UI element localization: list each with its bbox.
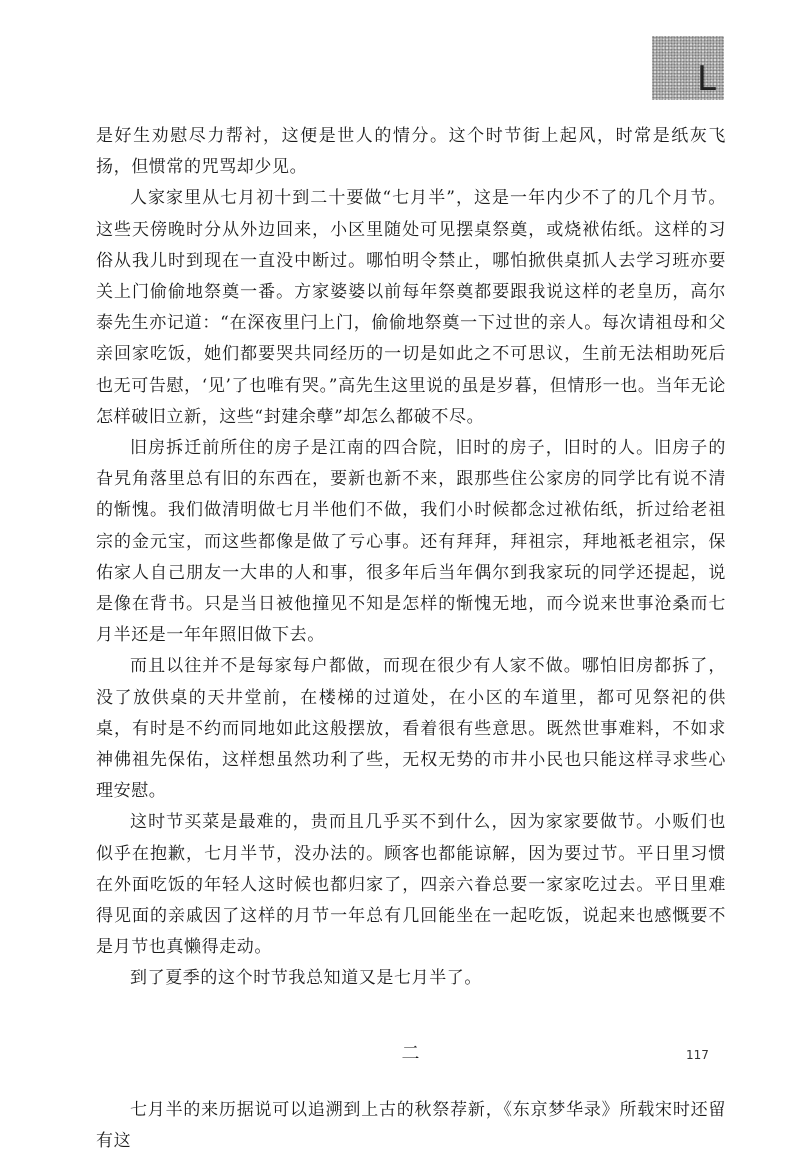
paragraph-6: 到了夏季的这个时节我总知道又是七月半了。 [130, 968, 482, 989]
chapter-letter: L [697, 59, 716, 99]
paragraph-5: 这时节买菜是最难的，贵而且几乎买不到什么，因为家家要做节。小贩们也似乎在抱歉，七月半节，没办法的。顾客也都能谅解，因为要过节。平日里习惯在外面吃饭的年轻人这时候也都归家了，四亲六眷总要一家家吃过去。平日里难得见面的亲戚因了这样的月节一年总有几回能坐在一起吃饭，说起来也感慨要不是月节也真懒得走动。 [96, 812, 726, 958]
chapter-corner-tab [652, 36, 724, 100]
section-heading: 二 [401, 1042, 421, 1064]
page-number: 117 [686, 1048, 709, 1062]
page-body [96, 121, 726, 1157]
paragraph-1: 是好生劝慰尽力帮衬，这便是世人的情分。这个时节街上起风，时常是纸灰飞扬，但惯常的咒骂却少见。 [96, 126, 726, 178]
paragraph-3: 旧房拆迁前所住的房子是江南的四合院，旧时的房子，旧时的人。旧房子的旮旯角落里总有旧的东西在，要新也新不来，跟那些住公家房的同学比有说不清的惭愧。我们做清明做七月半他们不做，我们小时候都念过袱佑纸，折过给老祖宗的金元宝，而这些都像是做了亏心事。还有拜拜，拜祖宗，拜地袛老祖宗，保佑家人自己朋友一大串的人和事，很多年后当年偶尔到我家玩的同学还提起，说是像在背书。只是当日被他撞见不知是怎样的惭愧无地，而今说来世事沧桑而七月半还是一年年照旧做下去。 [96, 438, 726, 646]
paragraph-4: 而且以往并不是每家每户都做，而现在很少有人家不做。哪怕旧房都拆了，没了放供桌的天井堂前，在楼梯的过道处，在小区的车道里，都可见祭祀的供桌，有时是不约而同地如此这般摆放，看着很有些意思。既然世事难料，不如求神佛祖先保佑，这样想虽然功利了些，无权无势的市井小民也只能这样寻求些心理安慰。 [96, 656, 726, 802]
paragraph-2: 人家家里从七月初十到二十要做“七月半”，这是一年内少不了的几个月节。这些天傍晚时分从外边回来，小区里随处可见摆桌祭奠，或烧袱佑纸。这样的习俗从我儿时到现在一直没中断过。哪怕明令禁止，哪怕掀供桌抓人去学习班亦要关上门偷偷地祭奠一番。方家婆婆以前每年祭奠都要跟我说这样的老皇历，高尔泰先生亦记道：“在深夜里闩上门，偷偷地祭奠一下过世的亲人。每次请祖母和父亲回家吃饭，她们都要哭共同经历的一切是如此之不可思议，生前无法相助死后也无可告慰，‘见’了也唯有哭。”高先生这里说的虽是岁暮，但情形一也。当年无论怎样破旧立新，这些“封建余孽”却怎么都破不尽。 [96, 188, 726, 427]
closing-paragraph: 七月半的来历据说可以追溯到上古的秋祭荐新，《东京梦华录》所载宋时还留有这 [96, 1099, 726, 1151]
